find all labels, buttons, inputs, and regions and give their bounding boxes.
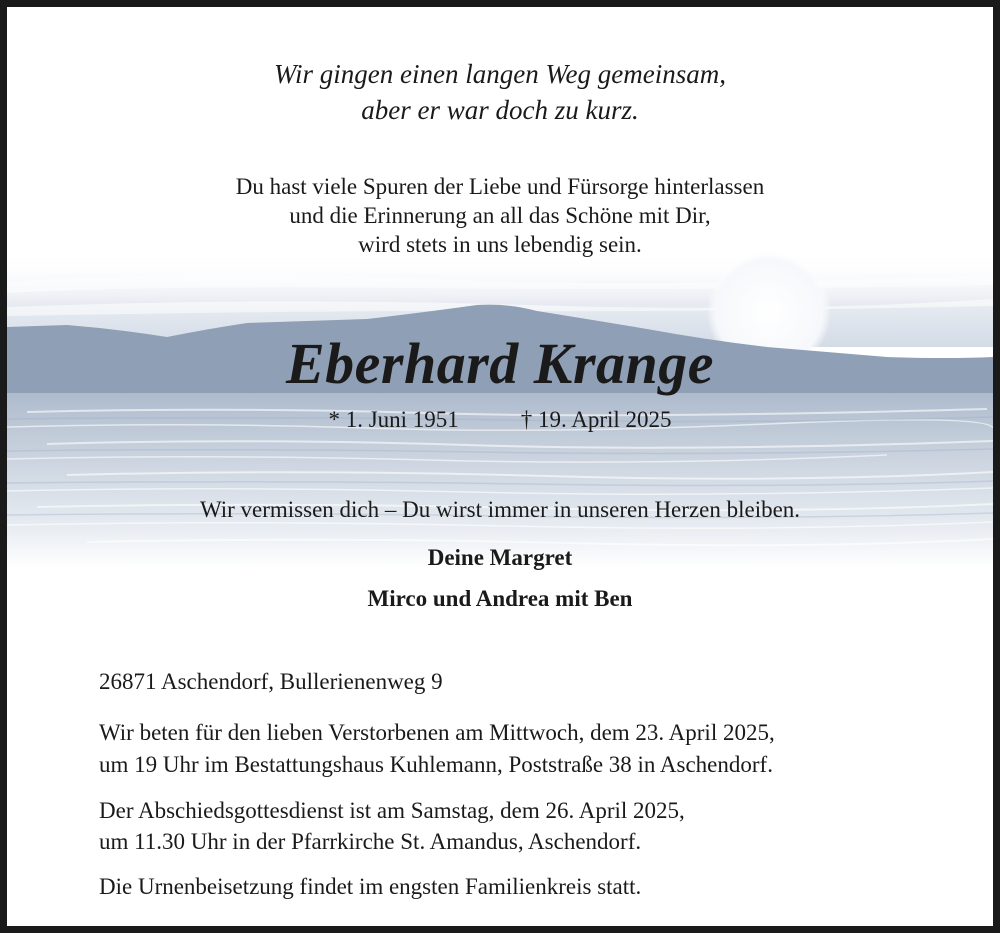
verse-line-2: aber er war doch zu kurz. bbox=[361, 95, 639, 125]
death-date: † 19. April 2025 bbox=[520, 407, 672, 432]
burial-line: Die Urnenbeisetzung findet im engsten Familienkreis statt. bbox=[99, 874, 642, 899]
prose-line-1: Du hast viele Spuren der Liebe und Fürsorge hinterlassen bbox=[235, 174, 765, 199]
birth-date: * 1. Juni 1951 bbox=[328, 407, 459, 432]
prose-line-3: wird stets in uns lebendig sein. bbox=[358, 232, 642, 257]
service-line-1: Der Abschiedsgottesdienst ist am Samstag, dem 26. April 2025, bbox=[99, 798, 685, 823]
prayer-line-1: Wir beten für den lieben Verstorbenen am Mittwoch, dem 23. April 2025, bbox=[99, 720, 775, 745]
life-dates bbox=[7, 405, 993, 435]
prose-line-2: und die Erinnerung an all das Schöne mit Dir, bbox=[289, 203, 711, 228]
service-line-2: um 11.30 Uhr in der Pfarrkirche St. Amandus, Aschendorf. bbox=[99, 829, 642, 854]
signature-line-2: Mirco und Andrea mit Ben bbox=[367, 586, 633, 611]
signature-line-1: Deine Margret bbox=[427, 545, 573, 570]
prayer-line-2: um 19 Uhr im Bestattungshaus Kuhlemann, Poststraße 38 in Aschendorf. bbox=[99, 752, 773, 777]
lake-mountain-backdrop bbox=[7, 7, 993, 926]
family-address: 26871 Aschendorf, Bullerienenweg 9 bbox=[99, 669, 443, 694]
deceased-name: Eberhard Krange bbox=[285, 331, 715, 396]
verse-line-1: Wir gingen einen langen Weg gemeinsam, bbox=[274, 59, 726, 89]
remembrance-message: Wir vermissen dich – Du wirst immer in unseren Herzen bleiben. bbox=[199, 497, 801, 522]
